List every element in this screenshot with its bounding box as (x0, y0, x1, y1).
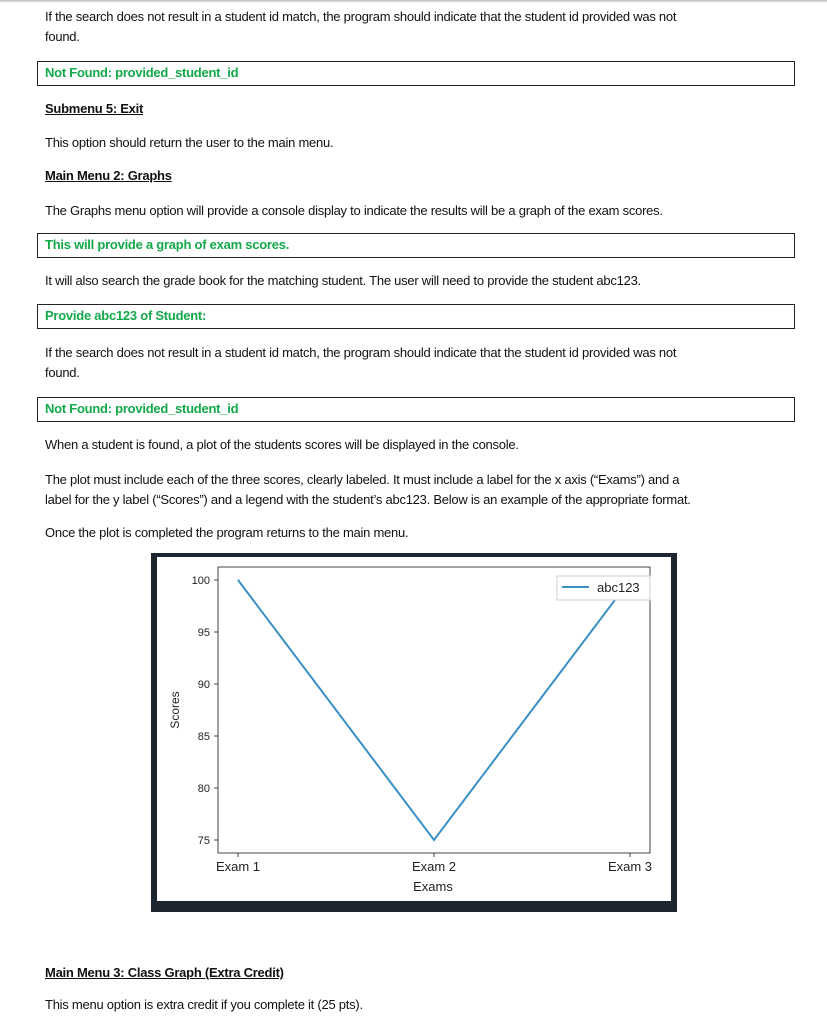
paragraph: found. (45, 29, 80, 44)
top-shadow (0, 0, 827, 3)
paragraph: The plot must include each of the three scores, clearly labeled. It must include a label for the x axis (“Exams”) and a (45, 472, 680, 487)
console-box (37, 233, 795, 258)
x-tick-label: Exam 2 (411, 859, 457, 874)
x-tick-label: Exam 3 (607, 859, 653, 874)
paragraph: It will also search the grade book for the matching student. The user will need to provide the student abc123. (45, 273, 641, 288)
x-tick-label: Exam 1 (215, 859, 261, 874)
y-tick-label: 75 (197, 835, 210, 847)
y-tick-label: 90 (197, 679, 210, 691)
console-text: Not Found: provided_student_id (45, 401, 239, 416)
console-text: This will provide a graph of exam scores. (45, 237, 290, 252)
legend-label: abc123 (597, 580, 640, 595)
paragraph: The Graphs menu option will provide a console display to indicate the results will be a graph of the exam scores. (45, 203, 663, 218)
section-heading: Main Menu 3: Class Graph (Extra Credit) (45, 965, 284, 980)
paragraph: When a student is found, a plot of the students scores will be displayed in the console. (45, 437, 519, 452)
console-box (37, 61, 795, 86)
y-tick-label: 95 (197, 627, 210, 639)
console-text: Not Found: provided_student_id (45, 65, 239, 80)
data-point (238, 580, 239, 581)
console-box (37, 397, 795, 422)
x-axis-label: Exams (413, 879, 453, 894)
chart-background (157, 557, 671, 901)
paragraph: Once the plot is completed the program returns to the main menu. (45, 525, 409, 540)
y-tick-label: 85 (197, 731, 210, 743)
y-axis-label: Scores (168, 691, 182, 729)
paragraph: If the search does not result in a student id match, the program should indicate that the student id provided was not (45, 9, 677, 24)
console-box (37, 304, 795, 329)
console-text: Provide abc123 of Student: (45, 308, 207, 323)
paragraph: This option should return the user to the main menu. (45, 135, 334, 150)
chart-svg (157, 557, 671, 901)
paragraph: found. (45, 365, 80, 380)
paragraph: label for the y label (“Scores”) and a legend with the student’s abc123. Below is an example of the appropriate format. (45, 492, 691, 507)
y-tick-label: 80 (197, 783, 210, 795)
data-point (434, 840, 435, 841)
paragraph: If the search does not result in a student id match, the program should indicate that the student id provided was not (45, 345, 677, 360)
section-heading: Submenu 5: Exit (45, 101, 144, 116)
paragraph: This menu option is extra credit if you complete it (25 pts). (45, 997, 363, 1012)
y-tick-label: 100 (191, 575, 210, 587)
section-heading: Main Menu 2: Graphs (45, 168, 172, 183)
scores-chart (151, 553, 677, 912)
